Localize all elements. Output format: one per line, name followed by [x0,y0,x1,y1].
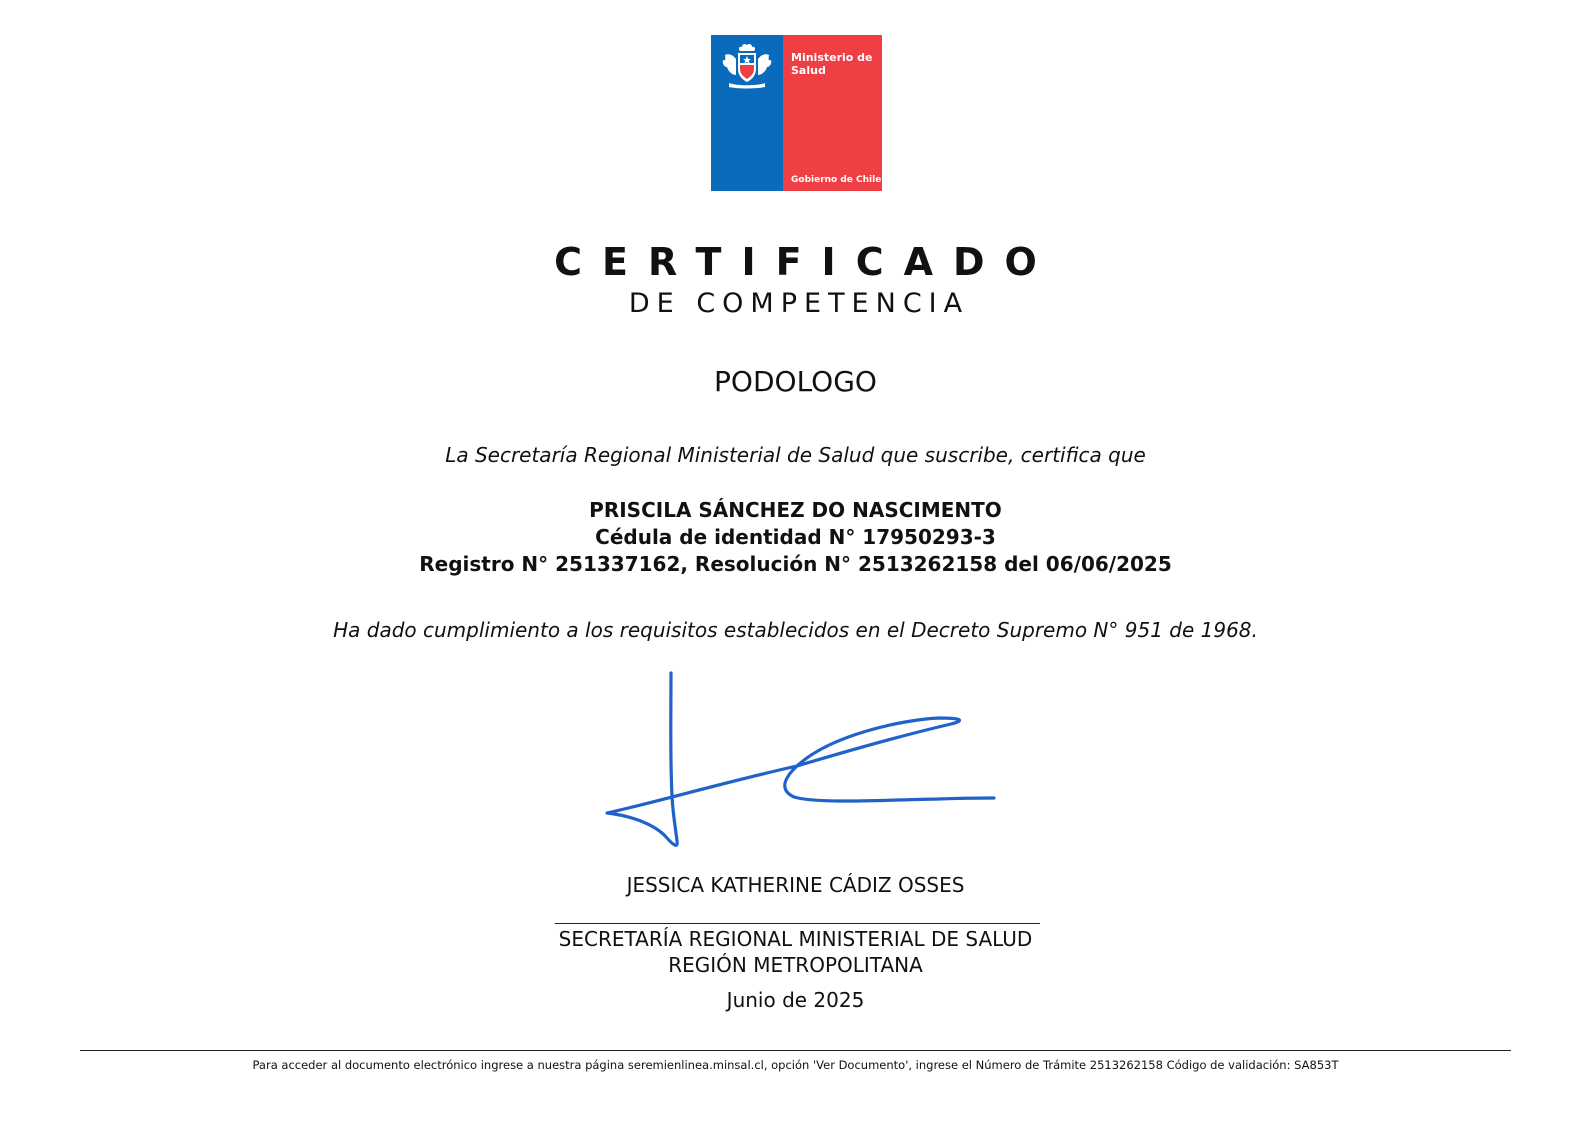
holder-name: PRISCILA SÁNCHEZ DO NASCIMENTO [589,498,1002,522]
signature-line [555,923,1040,924]
ministry-name-line2: Salud [791,64,826,77]
ministry-logo [711,35,882,191]
footer-verification-note: Para acceder al documento electrónico ingrese a nuestra página seremienlinea.minsal.cl, opción 'Ver Documento', ingrese el Número de Trámite 2513262158 Código de validación: SA853T [252,1058,1339,1072]
certificate-title: CERTIFICADO [554,240,1057,284]
issue-date: Junio de 2025 [726,988,865,1012]
issuing-region: REGIÓN METROPOLITANA [668,953,923,977]
registry-resolution: Registro N° 251337162, Resolución N° 2513262158 del 06/06/2025 [419,552,1172,576]
compliance-statement: Ha dado cumplimiento a los requisitos establecidos en el Decreto Supremo N° 951 de 1968. [333,618,1258,642]
chile-coat-of-arms-icon [719,41,775,89]
issuing-office [0,926,1591,978]
government-label: Gobierno de Chile [791,175,882,185]
footer-divider [80,1050,1511,1051]
holder-id-number: Cédula de identidad N° 17950293-3 [595,525,996,549]
logo-blue-panel [711,35,783,191]
ministry-name-line1: Ministerio de [791,51,873,64]
certification-intro: La Secretaría Regional Ministerial de Salud que suscribe, certifica que [445,443,1146,467]
issuing-office-name: SECRETARÍA REGIONAL MINISTERIAL DE SALUD [558,927,1033,951]
profession-title: PODOLOGO [714,365,877,398]
holder-details [0,497,1591,578]
signer-name: JESSICA KATHERINE CÁDIZ OSSES [626,873,965,897]
logo-red-panel [783,35,882,191]
handwritten-signature [579,656,1017,866]
certificate-subtitle: DE COMPETENCIA [628,288,970,319]
